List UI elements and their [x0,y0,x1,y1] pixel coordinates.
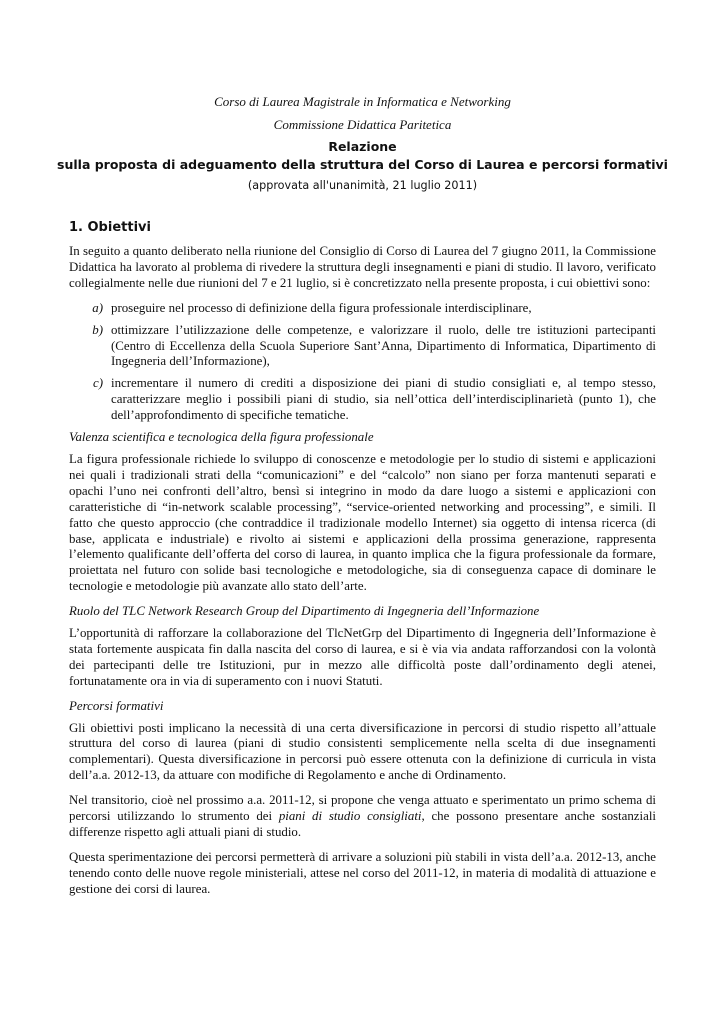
list-marker: b) [92,322,103,337]
list-item [69,376,656,424]
objectives-intro: In seguito a quanto deliberato nella riunione del Consiglio di Corso di Laurea del 7 giugno 2011, la Commissione Didattica ha lavorato al problema di rivedere la struttura degli insegnamenti e piani di studio. Il lavoro, verificato collegialmente nelle due riunioni del 7 e 21 luglio, si è concretizzato nella presente proposta, i cui obiettivi sono: [69,244,656,290]
list-marker: a) [92,300,103,315]
list-item [69,301,656,317]
text-run: , che possono presentare anche sostanziali differenze rispetto agli attuali piani di studio. [69,809,656,839]
approval-note: (approvata all'unanimità, 21 luglio 2011) [247,179,478,192]
paragraph-percorsi-2 [69,793,656,841]
paragraph-percorsi-3: Questa sperimentazione dei percorsi permetterà di arrivare a soluzioni più stabili in vista dell’a.a. 2012-13, anche tenendo conto delle nuove regole ministeriali, attese nel corso del 2011-12, in materia di modalità di attuazione e gestione dei corsi di laurea. [69,849,656,896]
list-item-text: ottimizzare l’utilizzazione delle competenze, e valorizzare il ruolo, delle tre istituzioni partecipanti (Centro di Eccellenza della Scuola Superiore Sant’Anna, Dipartimento di Informatica, Dipartimento di Ingegneria dell’Informazione), [111,322,656,369]
subheading-percorsi: Percorsi formativi [69,698,164,713]
document-title [0,138,725,174]
list-item-text: incrementare il numero di crediti a disposizione dei piani di studio consigliati e, al tempo stesso, caratterizzare meglio i possibili piani di studio, sia nell’ottica dell’interdisciplinarietà (punto 1), che dell’approfondimento di specifiche tematiche. [111,376,656,423]
text-run: Nel transitorio, cioè nel prossimo a.a. 2011-12, si propone che venga attuato e sperimentato un primo schema di percorsi utilizzando lo strumento dei [69,793,656,824]
committee-name: Commissione Didattica Paritetica [273,117,452,132]
objectives-list [69,301,656,424]
paragraph-percorsi-1: Gli obiettivi posti implicano la necessità di una certa diversificazione in percorsi di studio rispetto all’attuale struttura del corso di laurea (piani di studio consistenti semplicemente nella scelta di due insegnamenti complementari). Questa diversificazione in percorsi può essere ottenuta con la definizione di curricula in vista dell’a.a. 2012-13, da attuare con modifiche di Regolamento e anche di Ordinamento. [69,720,656,783]
course-name: Corso di Laurea Magistrale in Informatica e Networking [214,94,511,109]
section-heading-objectives: 1. Obiettivi [69,220,151,235]
title-line-1: Relazione [328,139,397,154]
paragraph-ruolo: L’opportunità di rafforzare la collaborazione del TlcNetGrp del Dipartimento di Ingegneria dell’Informazione è stata fortemente auspicata fin dalla nascita del corso di laurea, e si è via via andata rafforzandosi con la volontà dei partecipanti delle tre Istituzioni, pur in mezzo alle difficoltà poste dall’ordinamento degli atenei, fortunatamente ora in via di superamento con i nuovi Statuti. [69,626,656,688]
title-line-2: sulla proposta di adeguamento della struttura del Corso di Laurea e percorsi formativi [57,157,668,172]
emphasis-text: piani di studio consigliati [278,809,422,824]
paragraph-valenza: La figura professionale richiede lo sviluppo di conoscenze e metodologie per lo studio di sistemi e applicazioni nei quali i tradizionali strati della “comunicazioni” e del “calcolo” non siano per forza mantenuti separati e opachi l’uno nei confronti dell’altro, bensì si integrino in modo da dare luogo a sistemi e applicazioni con caratteristiche di “in-network scalable processing”, “service-oriented networking and processing”, e simili. Il fatto che questo approccio (che contraddice il tradizionale modello Internet) sia oggetto di intensa ricerca (di base, applicata e industriale) e rivolto ai sistemi e applicazioni della prossima generazione, rappresenta l’elemento qualificante dell’offerta del corso di laurea, in quanto implica che la figura professionale da formare, proiettata nel futuro con solide basi tecnologiche e metodologiche, sia di conseguenza capace di dominare le tecnologie e metodologie più avanzate allo stato dell’arte. [69,451,656,594]
subheading-valenza: Valenza scientifica e tecnologica della figura professionale [69,430,374,445]
subheading-ruolo: Ruolo del TLC Network Research Group del Dipartimento di Ingegneria dell’Informazione [69,604,540,619]
list-marker: c) [92,376,103,391]
list-item [69,323,656,371]
list-item-text: proseguire nel processo di definizione della figura professionale interdisciplinare, [111,300,532,315]
document-body [69,220,656,907]
